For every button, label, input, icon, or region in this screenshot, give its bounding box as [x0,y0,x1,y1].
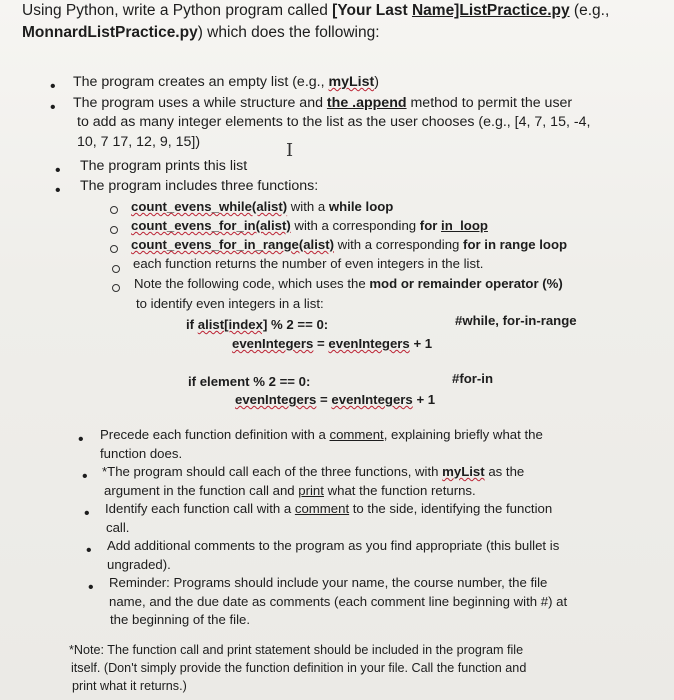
title-line-2 [22,24,380,42]
sub-bullet-3: count_evens_for_in_range(alist) with a corresponding for in range loop [131,237,568,252]
sub-bullet-1: count_evens_while(alist) with a while loop [131,199,394,214]
bullet-dot-icon: • [50,78,56,95]
code-line-2: evenIntegers = evenIntegers + 1 [232,336,433,351]
code-comment-for-in: #for-in [452,371,494,386]
note-line-1: *Note: The function call and print statement should be included in the program file [69,643,524,657]
mylist-term: myList [328,74,375,90]
title-example-filename: MonnardListPractice.py [22,24,198,41]
main-bullet-3: The program prints this list [80,158,248,174]
sub-bullet-5: Note the following code, which uses the mod or remainder operator (%) [134,276,563,291]
lower-bullet-5-line-2: name, and the due date as comments (each comment line beginning with #) at [109,594,568,609]
lower-bullet-5-line-3: the beginning of the file. [110,612,251,627]
bullet-dot-icon: • [88,579,94,596]
lower-bullet-2-line-2: argument in the function call and print what the function returns. [104,483,476,498]
main-bullet-1: The program creates an empty list (e.g., myList) [73,74,379,90]
sub-bullet-2: count_evens_for_in(alist) with a corresponding for in_loop [131,218,488,233]
bullet-dot-icon: • [86,542,92,559]
lower-bullet-5: Reminder: Programs should include your name, the course number, the file [109,575,548,590]
code-line-1: if alist[index] % 2 == 0: [186,317,329,332]
circle-bullet-icon [112,265,120,273]
main-bullet-2-line-2: to add as many integer elements to the list as the user chooses (e.g., [4, 7, 15, -4, [77,114,591,130]
main-bullet-4: The program includes three functions: [80,178,319,194]
circle-bullet-icon [110,245,118,253]
title-text-2: ) which does the following: [197,24,380,41]
lower-bullet-3-line-2: call. [106,520,130,535]
bullet-dot-icon: • [55,162,61,179]
code-line-4: evenIntegers = evenIntegers + 1 [235,392,436,407]
append-term: the .append [326,95,407,111]
title-bold-name: [Your Last [332,2,412,19]
code-comment-while: #while, for-in-range [455,313,577,328]
lower-bullet-2: *The program should call each of the three functions, with myList as the [102,464,525,479]
bullet-dot-icon: • [78,431,84,448]
title-text: Using Python, write a Python program called [22,2,333,19]
bullet-dot-icon: • [50,99,56,116]
sub-bullet-5-line-2: to identify even integers in a list: [136,296,324,311]
note-line-2: itself. (Don't simply provide the function definition in your file. Call the function and [71,661,527,675]
function-name-for-in-range: count_evens_for_in_range(alist) [131,237,335,252]
bullet-dot-icon: • [55,182,61,199]
title-line-1 [22,2,609,20]
lower-bullet-1: Precede each function definition with a comment, explaining briefly what the [100,427,543,442]
circle-bullet-icon [110,206,118,214]
title-filename: Name]ListPractice.py [411,2,570,19]
lower-bullet-4: Add additional comments to the program as you find appropriate (this bullet is [107,538,560,553]
function-name-for-in: count_evens_for_in(alist) [131,218,291,233]
title-eg: (e.g., [569,2,610,19]
function-name-while: count_evens_while(alist) [131,199,288,214]
code-line-3: if element % 2 == 0: [188,374,311,389]
main-bullet-2-line-3: 10, 7 17, 12, 9, 15]) [77,134,201,150]
bullet-dot-icon: • [84,505,90,522]
lower-bullet-3: Identify each function call with a comment to the side, identifying the function [105,501,553,516]
text-cursor-icon: I [286,140,294,161]
main-bullet-2: The program uses a while structure and the .append method to permit the user [73,95,573,111]
bullet-dot-icon: • [82,468,88,485]
circle-bullet-icon [112,284,120,292]
note-line-3: print what it returns.) [72,679,187,693]
sub-bullet-4: each function returns the number of even integers in the list. [133,256,484,271]
circle-bullet-icon [110,226,118,234]
lower-bullet-1-line-2: function does. [100,446,183,461]
lower-bullet-4-line-2: ungraded). [107,557,171,572]
